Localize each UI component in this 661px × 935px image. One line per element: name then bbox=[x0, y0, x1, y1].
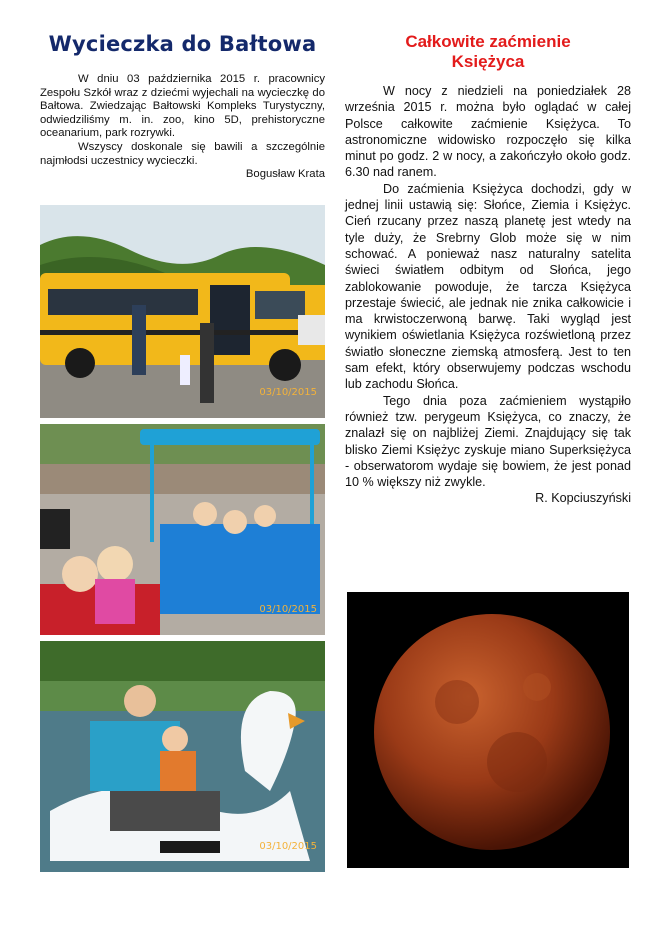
photo-date-stamp: 03/10/2015 bbox=[259, 387, 317, 398]
right-paragraph-3: Tego dnia poza zaćmieniem wystąpiło również tzw. perygeum Księżyca, co znaczy, że znalazł się on najbliżej Ziemi. Znajdujący się tak blisko Ziemi Księżyc zyskuje miano Superksiężyca - obserwatorom wydaje się bowiem, że jest ponad 10 % większy niż zwykle. bbox=[345, 393, 631, 490]
right-paragraph-2: Do zaćmienia Księżyca dochodzi, gdy w jednej linii ustawią się: Słońce, Ziemia i Księżyc. Cień rzucany przez naszą planetę jest wtedy na tyle duży, że Srebrny Glob może się w nim schować. A ponieważ nasz naturalny satelita świeci światłem odbitym od Słońca, jego zablokowanie powoduje, że tarcza Księżyca przestaje świecić, ale jednak nie znika całkowicie i ma krwistoczerwoną barwę. Taki wygląd jest wynikiem oświetlania Księżyca rozświetloną przez światło słoneczne ziemską atmosferą. Jest to ten sam efekt, który obserwujemy podczas wschodu lub zachodu Słońca. bbox=[345, 181, 631, 392]
left-article-author: Bogusław Krata bbox=[245, 168, 325, 181]
photo-bus bbox=[40, 205, 325, 418]
right-title-line-1: Całkowite zaćmienie bbox=[405, 32, 571, 51]
right-paragraph-1: W nocy z niedzieli na poniedziałek 28 września 2015 r. można było oglądać w całej Polsce całkowite zaćmienie Księżyca. To astronomiczne widowisko rozpoczęło się kilka minut po godz. 2 w nocy, a zakończyło około godz. 6.30 nad ranem. bbox=[345, 84, 631, 180]
left-paragraph-1: W dniu 03 października 2015 r. pracownicy Zespołu Szkół wraz z dziećmi wyjechali na wycieczkę do Bałtowa. Zwiedzając Bałtowski Kompleks Turystyczny, odwiedziliśmy m. in. zoo, kino 5D, prehistoryczne oceanarium, park rozrywki. bbox=[40, 73, 325, 140]
photo-train bbox=[40, 424, 325, 635]
left-article-title: Wycieczka do Bałtowa bbox=[48, 32, 317, 56]
photo-swan-boat bbox=[40, 641, 325, 872]
photo-date-stamp: 03/10/2015 bbox=[259, 604, 317, 615]
left-paragraph-2: Wszyscy doskonale się bawili a szczególnie najmłodsi uczestnicy wycieczki. bbox=[40, 140, 325, 167]
photo-blood-moon bbox=[347, 592, 629, 868]
right-article-author: R. Kopciuszyński bbox=[535, 491, 631, 506]
right-article-title bbox=[345, 32, 631, 72]
right-title-line-2: Księżyca bbox=[451, 52, 525, 71]
left-article-body bbox=[40, 73, 325, 182]
photo-date-stamp: 03/10/2015 bbox=[259, 841, 317, 852]
right-article-body bbox=[345, 83, 631, 507]
